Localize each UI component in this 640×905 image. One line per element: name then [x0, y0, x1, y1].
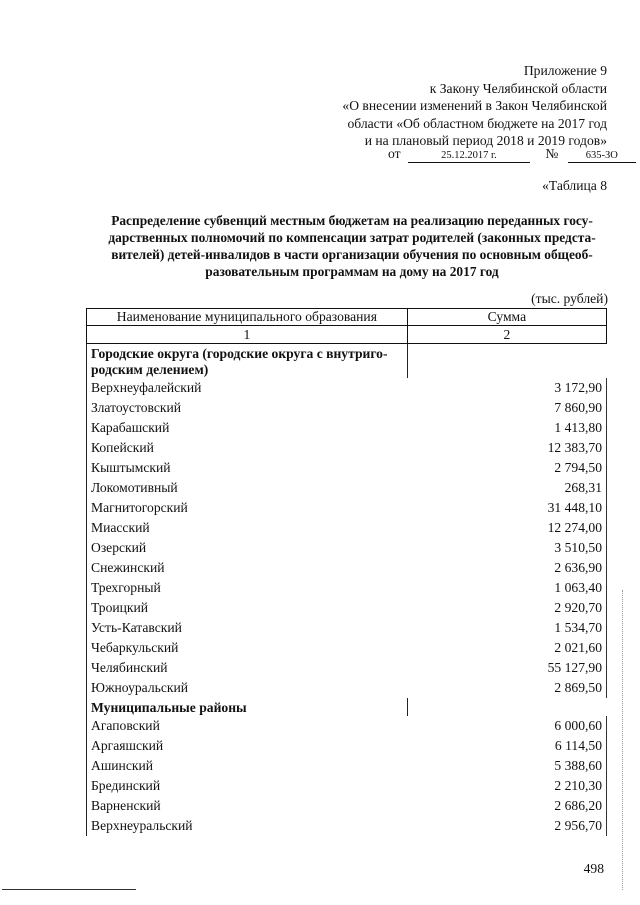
table-row	[87, 736, 607, 756]
municipality-name: Варненский	[87, 796, 408, 816]
number-label: №	[545, 146, 559, 161]
section-title-line: Муниципальные районы	[91, 700, 247, 715]
page-number: 498	[583, 861, 604, 876]
footnote-rule	[2, 889, 136, 890]
table-row	[87, 378, 607, 398]
table-row	[87, 756, 607, 776]
section-value-cell	[407, 698, 606, 716]
title-line: разовательным программам на дому на 2017 год	[205, 264, 499, 279]
title-line: вителей) детей-инвалидов в части организации обучения по основным общеоб-	[111, 247, 593, 262]
from-label: от	[388, 146, 401, 161]
municipality-name: Челябинский	[87, 658, 408, 678]
subsidy-amount: 12 274,00	[407, 518, 606, 538]
table-row	[87, 618, 607, 638]
section-header-row	[87, 344, 607, 379]
municipality-name: Златоустовский	[87, 398, 408, 418]
table-row	[87, 438, 607, 458]
subsidy-amount: 2 210,30	[407, 776, 606, 796]
table-row	[87, 598, 607, 618]
subsidy-amount: 6 114,50	[407, 736, 606, 756]
header-line: к Закону Челябинской области	[429, 80, 607, 96]
subsidy-amount: 5 388,60	[407, 756, 606, 776]
subsidy-amount: 6 000,60	[407, 716, 606, 736]
subsidy-amount: 1 534,70	[407, 618, 606, 638]
municipality-name: Троицкий	[87, 598, 408, 618]
section-title-line: Городские округа (городские округа с внутриго-	[91, 346, 388, 361]
column-number: 2	[407, 326, 606, 344]
municipality-name: Озерский	[87, 538, 408, 558]
law-signature-line	[388, 146, 636, 163]
table-row	[87, 538, 607, 558]
municipality-name: Локомотивный	[87, 478, 408, 498]
municipality-name: Чебаркульский	[87, 638, 408, 658]
municipality-name: Усть-Катавский	[87, 618, 408, 638]
subsidy-amount: 268,31	[407, 478, 606, 498]
law-number: 635-ЗО	[568, 150, 636, 163]
subsidy-amount: 1 063,40	[407, 578, 606, 598]
municipality-name: Верхнеуральский	[87, 816, 408, 836]
table-row	[87, 418, 607, 438]
subsidy-amount: 3 172,90	[407, 378, 606, 398]
column-header-sum: Сумма	[407, 309, 606, 326]
municipality-name: Брединский	[87, 776, 408, 796]
subsidy-amount: 2 686,20	[407, 796, 606, 816]
table-row	[87, 498, 607, 518]
table-row	[87, 796, 607, 816]
table-row	[87, 578, 607, 598]
subsidy-amount: 2 021,60	[407, 638, 606, 658]
subsidy-amount: 55 127,90	[407, 658, 606, 678]
table-row	[87, 658, 607, 678]
subsidy-amount: 31 448,10	[407, 498, 606, 518]
subsidy-amount: 2 636,90	[407, 558, 606, 578]
subsidy-amount: 12 383,70	[407, 438, 606, 458]
section-title-line: родским делением)	[91, 362, 209, 377]
table-row	[87, 678, 607, 698]
section-title	[87, 698, 408, 716]
subsidy-amount: 1 413,80	[407, 418, 606, 438]
appendix-header	[277, 62, 607, 150]
section-value-cell	[407, 344, 606, 379]
municipality-name: Снежинский	[87, 558, 408, 578]
title-line: дарственных полномочий по компенсации затрат родителей (законных предста-	[108, 230, 596, 245]
municipality-name: Южноуральский	[87, 678, 408, 698]
section-header-row	[87, 698, 607, 716]
document-title	[92, 212, 612, 280]
municipality-name: Копейский	[87, 438, 408, 458]
scan-edge-marks	[622, 590, 625, 890]
subsidy-amount: 7 860,90	[407, 398, 606, 418]
municipality-name: Кыштымский	[87, 458, 408, 478]
subsidy-amount: 2 920,70	[407, 598, 606, 618]
municipality-name: Агаповский	[87, 716, 408, 736]
header-line: и на плановый период 2018 и 2019 годов»	[364, 133, 607, 149]
section-title	[87, 344, 408, 379]
subsidy-table	[86, 308, 607, 836]
column-header-row	[87, 309, 607, 326]
municipality-name: Магнитогорский	[87, 498, 408, 518]
table-row	[87, 816, 607, 836]
table-row	[87, 558, 607, 578]
law-date: 25.12.2017 г.	[408, 150, 530, 163]
header-line: Приложение 9	[523, 63, 607, 78]
municipality-name: Трехгорный	[87, 578, 408, 598]
column-header-name: Наименование муниципального образования	[87, 309, 408, 326]
column-number-row	[87, 326, 607, 344]
municipality-name: Ашинский	[87, 756, 408, 776]
column-number: 1	[87, 326, 408, 344]
municipality-name: Миасский	[87, 518, 408, 538]
subsidy-amount: 2 869,50	[407, 678, 606, 698]
table-row	[87, 398, 607, 418]
table-row	[87, 716, 607, 736]
title-line: Распределение субвенций местным бюджетам на реализацию переданных госу-	[111, 213, 593, 228]
header-line: области «Об областном бюджете на 2017 год	[347, 115, 607, 131]
municipality-name: Карабашский	[87, 418, 408, 438]
table-row	[87, 478, 607, 498]
subsidy-amount: 3 510,50	[407, 538, 606, 558]
subsidy-amount: 2 956,70	[407, 816, 606, 836]
table-row	[87, 518, 607, 538]
subsidy-amount: 2 794,50	[407, 458, 606, 478]
municipality-name: Аргаяшский	[87, 736, 408, 756]
municipality-name: Верхнеуфалейский	[87, 378, 408, 398]
table-row	[87, 776, 607, 796]
table-row	[87, 638, 607, 658]
header-line: «О внесении изменений в Закон Челябинской	[342, 98, 607, 114]
table-reference: «Таблица 8	[542, 178, 607, 193]
table-row	[87, 458, 607, 478]
units-label: (тыс. рублей)	[531, 291, 608, 306]
